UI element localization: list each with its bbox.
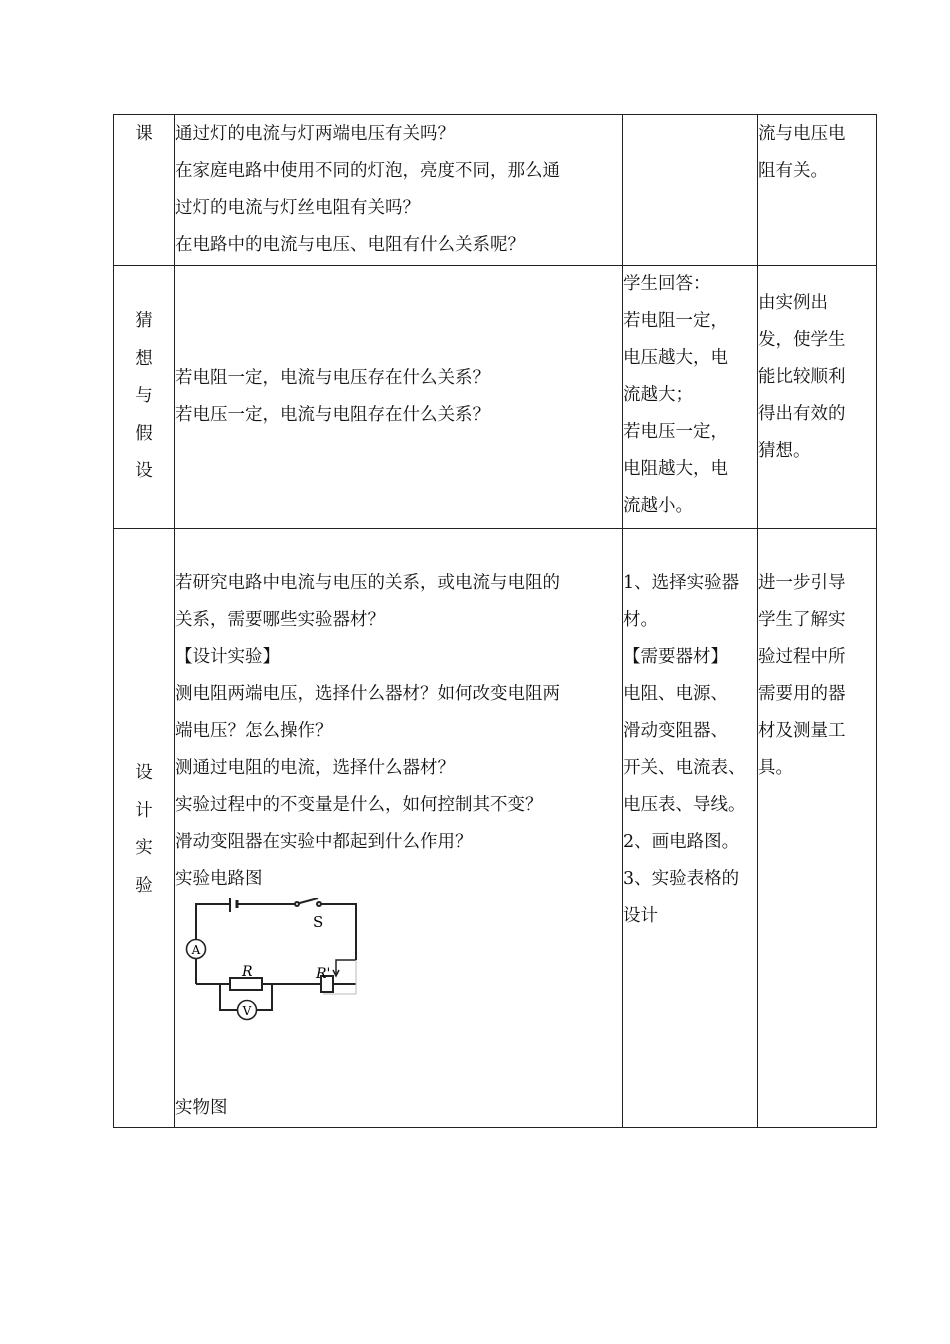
intent-line: 能比较顺利 (758, 367, 846, 387)
student-line: 滑动变阻器、 (623, 721, 728, 741)
row-label-char: 计 (135, 800, 153, 821)
content-line: 测电阻两端电压，选择什么器材？如何改变电阻两 (175, 684, 560, 704)
content-line: 实验过程中的不变量是什么，如何控制其不变？ (175, 795, 543, 815)
content-line: 若电阻一定，电流与电压存在什么关系？ (175, 368, 490, 388)
row-label-char: 猜 (135, 311, 153, 332)
student-line: 1、选择实验器 (623, 573, 740, 593)
student-line: 电压表、导线。 (623, 795, 746, 815)
table-row (114, 529, 877, 1128)
student-line: 若电压一定， (623, 422, 728, 442)
student-line: 若电阻一定， (623, 311, 728, 331)
row-label-char: 设 (135, 461, 153, 482)
intent-line: 得出有效的 (758, 404, 846, 424)
student-line: 电阻、电源、 (623, 684, 728, 704)
content-line: 关系，需要哪些实验器材？ (175, 610, 385, 630)
intent-line: 猜想。 (758, 441, 811, 461)
content-line: 端电压？怎么操作？ (175, 721, 333, 741)
student-line: 电阻越大，电 (623, 459, 728, 479)
ammeter-label: A (191, 943, 201, 957)
design-intent-cell (758, 115, 877, 266)
student-line: 开关、电流表、 (623, 758, 746, 778)
intent-line: 发，使学生 (758, 330, 846, 350)
student-line: 电压越大，电 (623, 348, 728, 368)
intent-line: 进一步引导 (758, 573, 846, 593)
content-line: 实物图 (175, 1098, 228, 1118)
student-line: 学生回答： (623, 274, 711, 294)
row-label-cell (114, 529, 175, 1128)
row-label-char: 验 (135, 875, 153, 896)
content-cell (175, 115, 623, 266)
row-label-char: 想 (135, 348, 153, 369)
voltmeter-label: V (242, 1004, 252, 1018)
row-label-cell (114, 266, 175, 529)
row-label-char: 设 (135, 763, 153, 783)
student-line: 材。 (623, 610, 658, 630)
student-activity-cell (623, 529, 758, 1128)
switch-label: S (313, 913, 324, 931)
row-label-char: 与 (135, 386, 153, 407)
student-line: 3、实验表格的 (623, 869, 740, 889)
row-label-cell (114, 115, 175, 266)
rheostat-label: R' (316, 966, 331, 982)
student-line: 2、画电路图。 (623, 832, 740, 852)
table-row (114, 115, 877, 266)
intent-line: 需要用的器 (758, 684, 846, 704)
design-intent-cell (758, 266, 877, 529)
intent-line: 学生了解实 (758, 610, 846, 630)
content-line: 过灯的电流与灯丝电阻有关吗？ (175, 198, 420, 218)
intent-line: 具。 (758, 758, 793, 778)
student-line: 设计 (623, 906, 658, 926)
resistor-label: R (242, 964, 253, 980)
student-line: 流越大； (623, 385, 693, 405)
intent-line: 由实例出 (758, 293, 828, 313)
student-activity-cell (623, 115, 758, 266)
content-line: 【设计实验】 (175, 647, 280, 667)
student-activity-cell (623, 266, 758, 529)
content-cell (175, 529, 623, 1128)
content-line: 若电压一定，电流与电阻存在什么关系？ (175, 405, 490, 425)
intent-line: 阻有关。 (758, 161, 828, 181)
row-label-char: 假 (135, 423, 153, 444)
experiment-circuit-diagram (178, 898, 368, 1028)
intent-line: 流与电压电 (758, 124, 846, 144)
content-line: 测通过电阻的电流，选择什么器材？ (175, 758, 455, 778)
table-row (114, 266, 877, 529)
content-line: 在电路中的电流与电压、电阻有什么关系呢？ (175, 235, 525, 255)
student-line: 【需要器材】 (623, 647, 728, 667)
intent-line: 材及测量工 (758, 721, 846, 741)
content-line: 通过灯的电流与灯两端电压有关吗？ (175, 124, 455, 144)
design-intent-cell (758, 529, 877, 1128)
lesson-plan-table (113, 114, 877, 1128)
row-label-char: 课 (135, 124, 153, 144)
content-line: 若研究电路中电流与电压的关系，或电流与电阻的 (175, 573, 560, 593)
intent-line: 验过程中所 (758, 647, 846, 667)
row-label-char: 实 (135, 838, 153, 858)
content-cell (175, 266, 623, 529)
content-line: 滑动变阻器在实验中都起到什么作用？ (175, 832, 473, 852)
student-line: 流越小。 (623, 496, 693, 516)
content-line: 实验电路图 (175, 869, 263, 889)
content-line: 在家庭电路中使用不同的灯泡，亮度不同，那么通 (175, 161, 560, 181)
